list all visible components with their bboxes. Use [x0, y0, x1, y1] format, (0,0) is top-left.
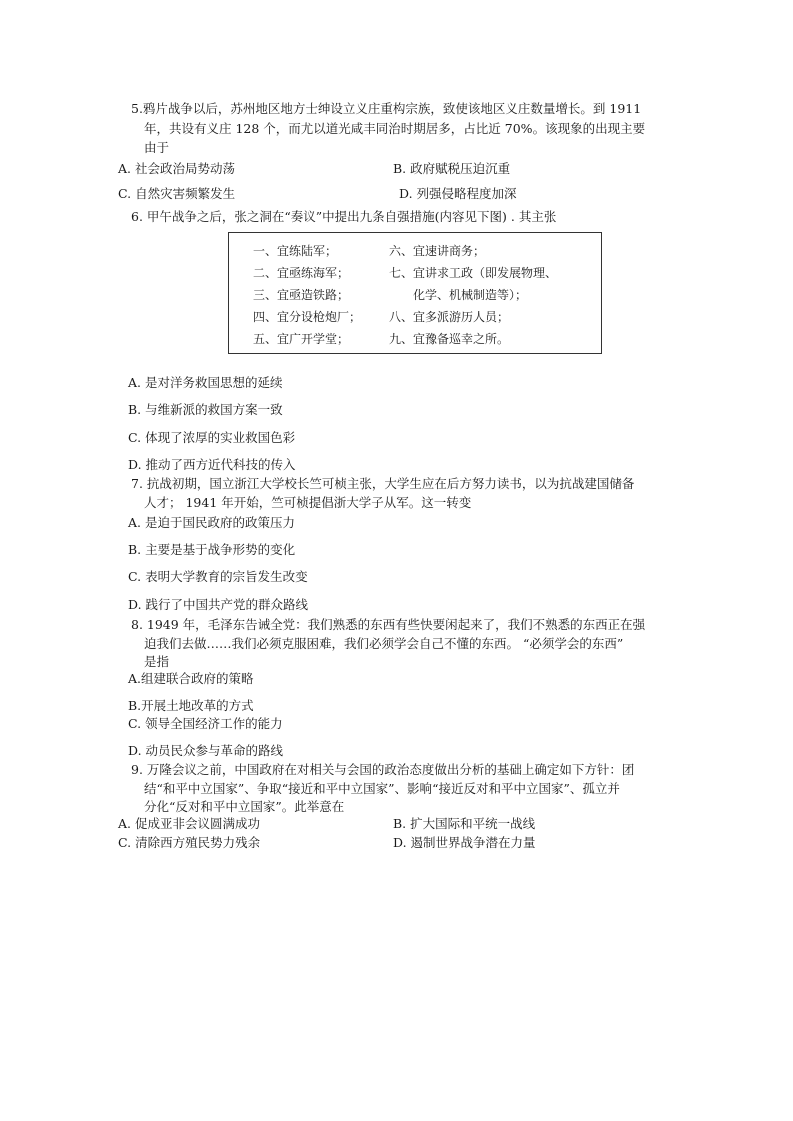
q7-option-d[interactable]: D. 践行了中国共产党的群众路线: [128, 597, 309, 612]
q7-option-b[interactable]: B. 主要是基于战争形势的变化: [128, 542, 296, 557]
q8-stem-line2: 迫我们去做……我们必须克服困难，我们必须学会自己不懂的东西。 “必须学会的东西”: [144, 636, 624, 651]
q8-option-d[interactable]: D. 动员民众参与革命的路线: [128, 743, 284, 758]
q8-option-b[interactable]: B.开展土地改革的方式: [128, 698, 254, 713]
q9-option-a[interactable]: A. 促成亚非会议圆满成功: [118, 816, 260, 831]
q5-stem-line2: 年，共设有义庄 128 个，而尤以道光咸丰同治时期居多，占比近 70%。该现象的出现主要: [144, 121, 646, 136]
q5-option-c[interactable]: C. 自然灾害频繁发生: [118, 186, 236, 201]
q6-option-a[interactable]: A. 是对洋务救国思想的延续: [128, 375, 283, 390]
q6-measure-1: 一、宜练陆军；: [253, 244, 338, 258]
q6-option-d[interactable]: D. 推动了西方近代科技的传入: [128, 457, 296, 472]
q6-measure-8: 八、宜多派游历人员；: [389, 310, 510, 324]
q8-stem-line3: 是指: [144, 654, 170, 669]
q7-option-a[interactable]: A. 是迫于国民政府的政策压力: [128, 515, 295, 530]
q9-stem-line3: 分化“反对和平中立国家”。此举意在: [144, 799, 345, 814]
q5-option-a[interactable]: A. 社会政治局势动荡: [118, 161, 235, 176]
q6-option-b[interactable]: B. 与维新派的救国方案一致: [128, 402, 283, 417]
q7-stem-line2: 人才； 1941 年开始，竺可桢提倡浙大学子从军。这一转变: [144, 495, 472, 510]
q6-measure-3: 三、宜亟造铁路；: [253, 288, 350, 302]
q7-option-c[interactable]: C. 表明大学教育的宗旨发生改变: [128, 569, 308, 584]
q6-measure-4: 四、宜分设枪炮厂；: [253, 310, 362, 324]
q8-option-c[interactable]: C. 领导全国经济工作的能力: [128, 716, 283, 731]
q5-stem-line3: 由于: [144, 140, 170, 155]
q9-stem-line2: 结“和平中立国家”、争取“接近和平中立国家”、影响“接近反对和平中立国家”、孤立并: [144, 781, 620, 796]
q6-measure-2: 二、宜亟练海军；: [253, 266, 350, 280]
q6-measure-6: 六、宜速讲商务；: [389, 244, 486, 258]
q8-option-a[interactable]: A.组建联合政府的策略: [128, 671, 254, 686]
q5-stem-line1: 5.鸦片战争以后，苏州地区地方士绅设立义庄重构宗族，致使该地区义庄数量增长。到 1911: [131, 101, 642, 116]
q7-stem-line1: 7. 抗战初期，国立浙江大学校长竺可桢主张，大学生应在后方努力读书，以为抗战建国储备: [131, 476, 635, 491]
q8-stem-line1: 8. 1949 年，毛泽东告诫全党：我们熟悉的东西有些快要闲起来了，我们不熟悉的东西正在强: [131, 617, 646, 632]
q6-measure-7: 七、宜讲求工政（即发展物理、: [389, 266, 558, 280]
q9-option-d[interactable]: D. 遏制世界战争潜在力量: [393, 835, 536, 850]
q9-option-c[interactable]: C. 清除西方殖民势力残余: [118, 835, 261, 850]
q9-stem-line1: 9. 万隆会议之前，中国政府在对相关与会国的政治态度做出分析的基础上确定如下方针：团: [131, 762, 635, 777]
q6-stem-line1: 6. 甲午战争之后，张之洞在“奏议”中提出九条自强措施(内容见下图) . 其主张: [131, 209, 557, 224]
q5-option-d[interactable]: D. 列强侵略程度加深: [399, 186, 517, 201]
q6-measure-9: 九、宜豫备巡幸之所。: [389, 332, 510, 346]
q6-option-c[interactable]: C. 体现了浓厚的实业救国色彩: [128, 430, 296, 445]
q5-option-b[interactable]: B. 政府赋税压迫沉重: [393, 161, 511, 176]
q6-measure-5: 五、宜广开学堂；: [253, 332, 350, 346]
q6-measure-7-cont: 化学、机械制造等）；: [413, 288, 528, 302]
q9-option-b[interactable]: B. 扩大国际和平统一战线: [393, 816, 536, 831]
q6-measures-table: [228, 232, 602, 354]
